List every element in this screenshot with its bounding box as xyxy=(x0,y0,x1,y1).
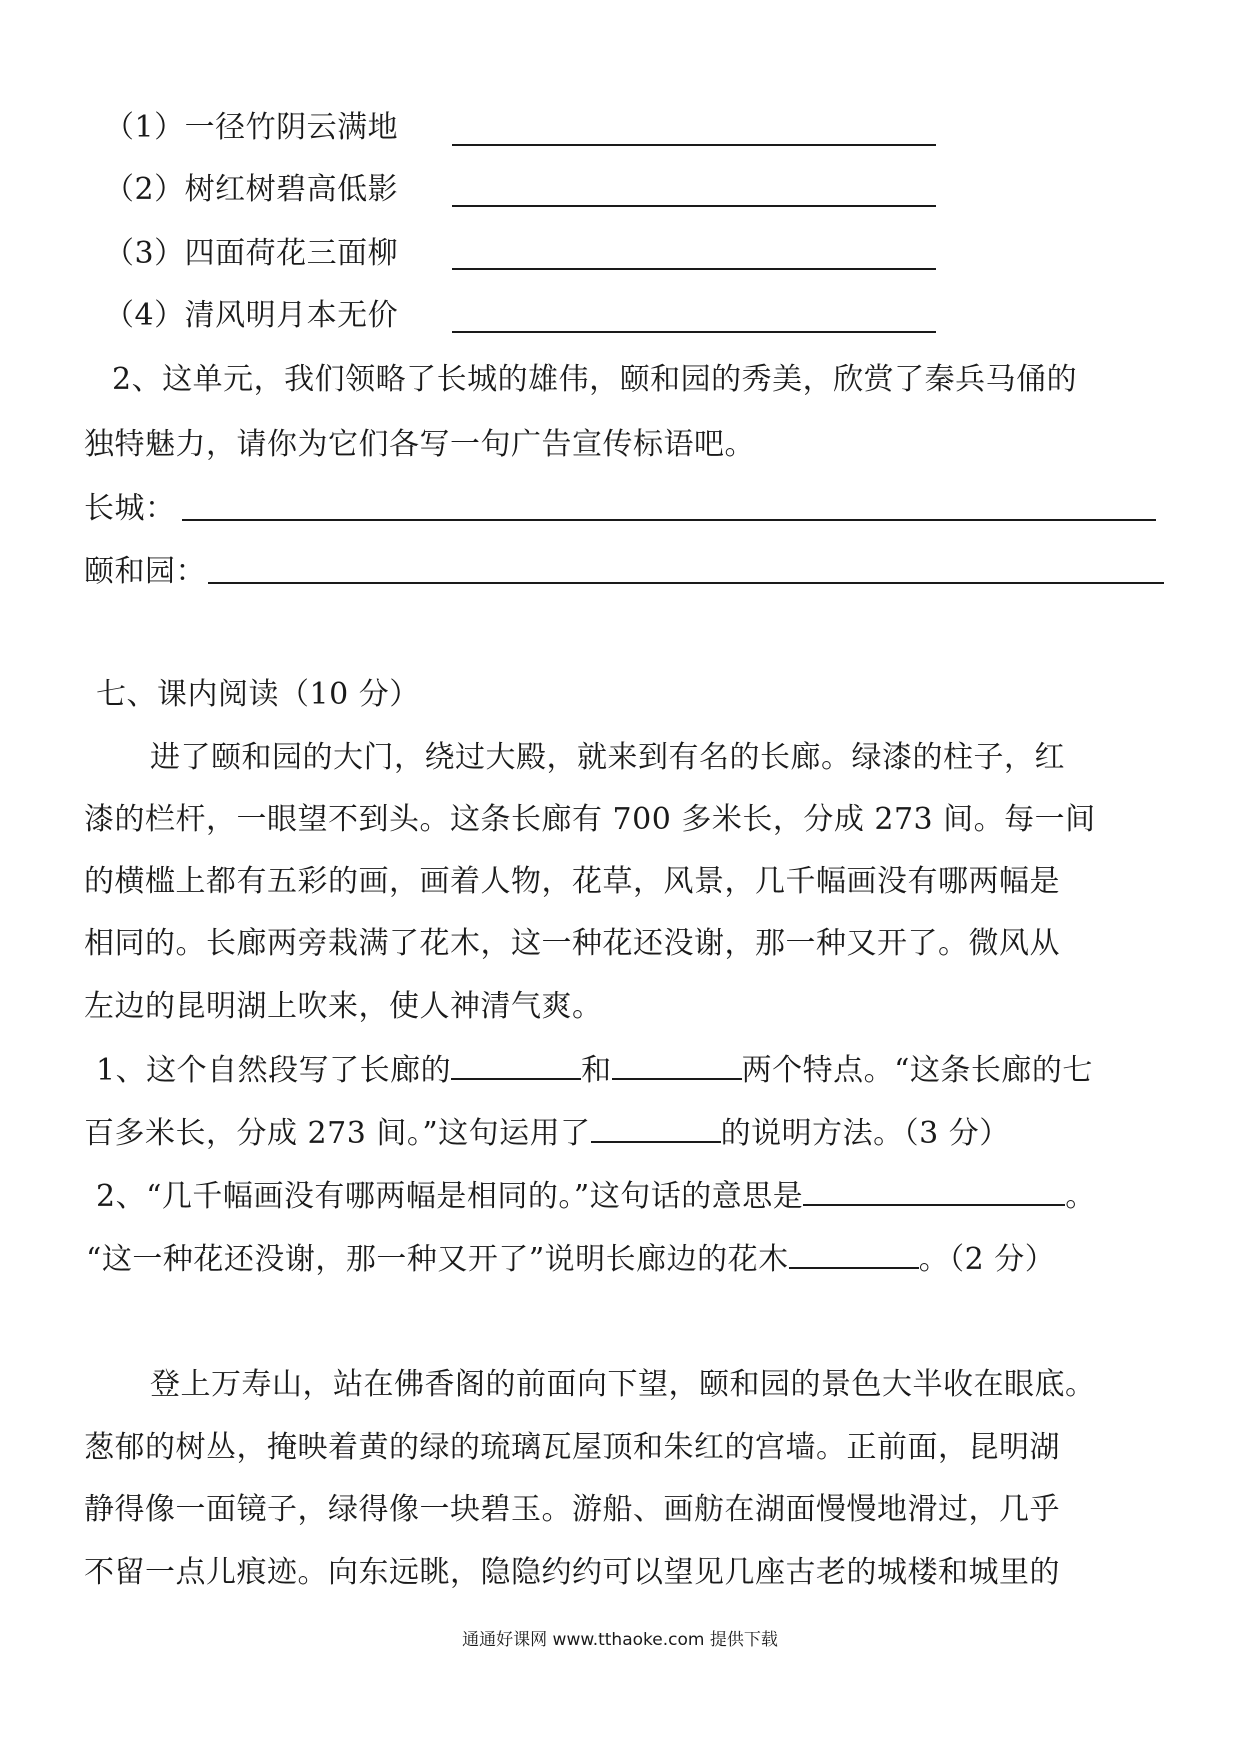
passage-2-line-3: 静得像一面镜子，绿得像一块碧玉。游船、画舫在湖面慢慢地滑过，几乎 xyxy=(84,1492,1060,1527)
passage-1-line-5: 左边的昆明湖上吹来，使人神清气爽。 xyxy=(84,989,603,1024)
question-text: 。 xyxy=(1065,1179,1096,1214)
question-2-line-1: 2、这单元，我们领略了长城的雄伟，颐和园的秀美，欣赏了秦兵马俑的 xyxy=(112,362,1078,397)
passage-1-line-3: 的横槛上都有五彩的画，画着人物，花草，风景，几千幅画没有哪两幅是 xyxy=(84,864,1060,899)
section-7-title: 七、课内阅读（10 分） xyxy=(96,677,420,712)
passage-1-line-2: 漆的栏杆，一眼望不到头。这条长廊有 700 多米长，分成 273 间。每一间 xyxy=(84,802,1096,837)
question-2-line-2: 独特魅力，请你为它们各写一句广告宣传标语吧。 xyxy=(84,427,755,462)
answer-blank-couplet-1[interactable] xyxy=(452,144,936,146)
page-footer: 通通好课网 www.tthaoke.com 提供下载 xyxy=(462,1630,778,1650)
passage-2-line-2: 葱郁的树丛，掩映着黄的绿的琉璃瓦屋顶和朱红的宫墙。正前面，昆明湖 xyxy=(84,1430,1060,1465)
couplet-text: 一径竹阴云满地 xyxy=(184,110,399,145)
couplet-number: （2） xyxy=(104,172,185,207)
couplet-number: （4） xyxy=(104,298,185,333)
answer-blank-couplet-4[interactable] xyxy=(452,331,936,333)
couplet-line-2 xyxy=(104,170,398,210)
question-text: 和 xyxy=(581,1053,612,1088)
question-text: 1、这个自然段写了长廊的 xyxy=(96,1053,452,1088)
passage-2-line-4: 不留一点儿痕迹。向东远眺，隐隐约约可以望见几座古老的城楼和城里的 xyxy=(84,1555,1060,1590)
passage-1-line-4: 相同的。长廊两旁栽满了花木，这一种花还没谢，那一种又开了。微风从 xyxy=(84,926,1060,961)
answer-blank-couplet-3[interactable] xyxy=(452,268,936,270)
question-text: 2、“几千幅画没有哪两幅是相同的。”这句话的意思是 xyxy=(96,1179,804,1214)
couplet-line-4 xyxy=(104,296,398,336)
question-text: 百多米长，分成 273 间。”这句运用了 xyxy=(84,1116,591,1151)
answer-blank-great-wall[interactable] xyxy=(182,519,1156,521)
passage-2-line-1: 登上万寿山，站在佛香阁的前面向下望，颐和园的景色大半收在眼底。 xyxy=(150,1367,1096,1402)
answer-blank[interactable] xyxy=(612,1050,742,1080)
answer-blank[interactable] xyxy=(789,1239,919,1269)
question-text: 的说明方法。（3 分） xyxy=(720,1116,1010,1151)
couplet-text: 四面荷花三面柳 xyxy=(184,236,399,271)
answer-blank[interactable] xyxy=(803,1176,1065,1206)
couplet-number: （3） xyxy=(104,236,185,271)
answer-blank[interactable] xyxy=(591,1113,721,1143)
couplet-text: 树红树碧高低影 xyxy=(184,172,399,207)
couplet-number: （1） xyxy=(104,110,185,145)
reading-question-2-line-2 xyxy=(86,1239,1055,1280)
couplet-line-1 xyxy=(104,108,398,148)
answer-blank-couplet-2[interactable] xyxy=(452,205,936,207)
answer-blank[interactable] xyxy=(451,1050,581,1080)
reading-question-2-line-1 xyxy=(96,1176,1096,1217)
answer-blank-summer-palace[interactable] xyxy=(208,582,1164,584)
question-text: 两个特点。“这条长廊的七 xyxy=(741,1053,1093,1088)
passage-1-line-1: 进了颐和园的大门，绕过大殿，就来到有名的长廊。绿漆的柱子，红 xyxy=(150,740,1065,775)
question-text: 。（2 分） xyxy=(918,1242,1056,1277)
reading-question-1-line-1 xyxy=(96,1050,1093,1091)
couplet-line-3 xyxy=(104,234,398,274)
couplet-text: 清风明月本无价 xyxy=(184,298,399,333)
great-wall-label: 长城： xyxy=(84,491,176,526)
summer-palace-label: 颐和园： xyxy=(84,554,206,589)
reading-question-1-line-2 xyxy=(84,1113,1010,1154)
question-text: “这一种花还没谢，那一种又开了”说明长廊边的花木 xyxy=(86,1242,789,1277)
